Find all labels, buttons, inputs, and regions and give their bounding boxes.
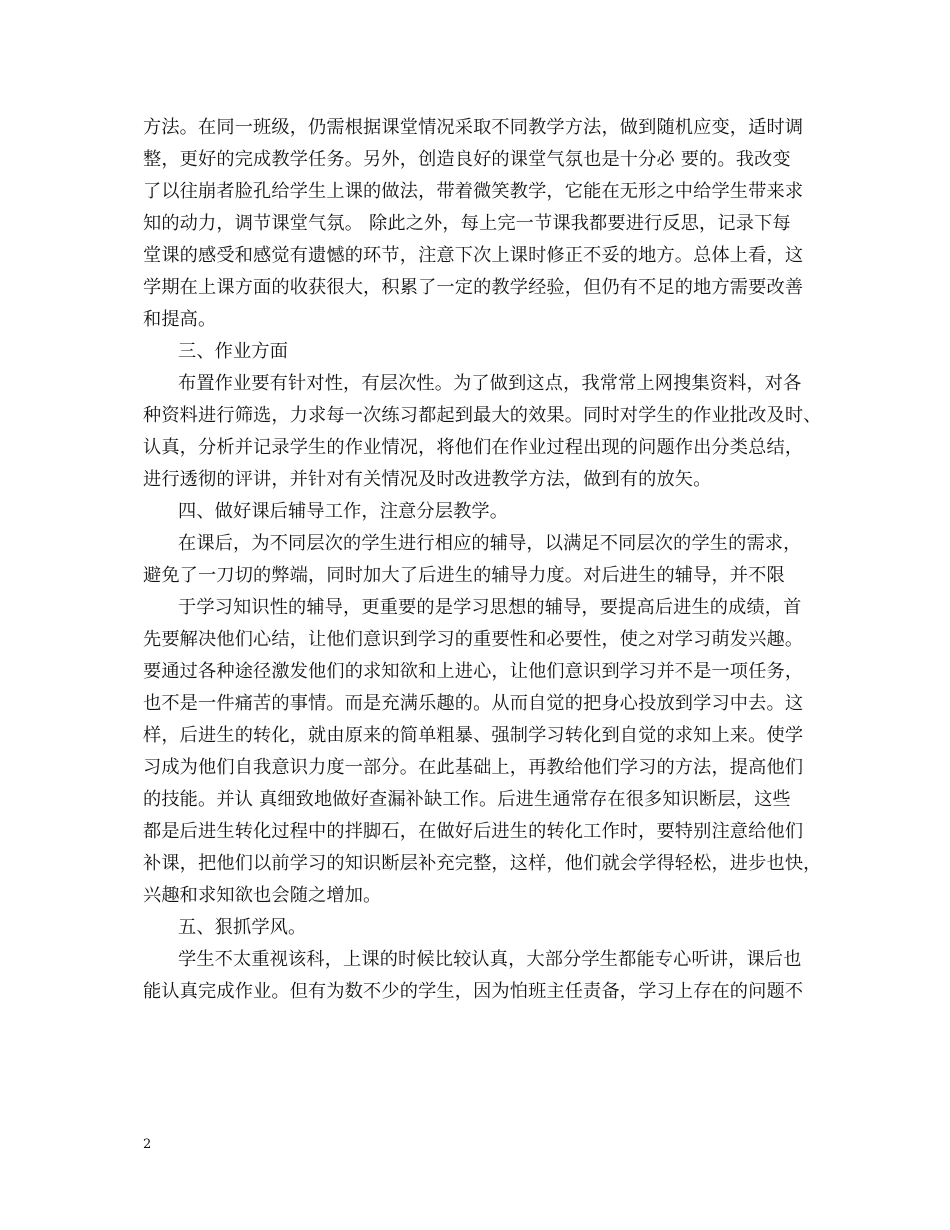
text-line: 方法。在同一班级，仍需根据课堂情况采取不同教学方法，做到随机应变，适时调	[143, 117, 804, 138]
text-line: 种资料进行筛选，力求每一次练习都起到最大的效果。同时对学生的作业批改及时、	[143, 405, 822, 426]
text-line: 知的动力，调节课堂气氛。 除此之外，每上完一节课我都要进行反思，记录下每	[143, 213, 791, 234]
text-line: 的技能。并认 真细致地做好查漏补缺工作。后进生通常存在很多知识断层，这些	[143, 789, 791, 810]
text-line: 认真，分析并记录学生的作业情况，将他们在作业过程出现的问题作出分类总结，	[143, 437, 804, 458]
text-line: 先要解决他们心结，让他们意识到学习的重要性和必要性，使之对学习萌发兴趣。	[143, 629, 804, 650]
text-line: 学生不太重视该科，上课的时候比较认真，大部分学生都能专心听讲，课后也	[178, 949, 802, 970]
text-line: 样，后进生的转化，就由原来的简单粗暴、强制学习转化到自觉的求知上来。使学	[143, 725, 804, 746]
page-number: 2	[143, 1137, 152, 1152]
text-line: 进行透彻的评讲，并针对有关情况及时改进教学方法，做到有的放矢。	[143, 469, 712, 490]
text-line: 要通过各种途径激发他们的求知欲和上进心，让他们意识到学习并不是一项任务，	[143, 661, 804, 682]
text-line: 于学习知识性的辅导，更重要的是学习思想的辅导，要提高后进生的成绩，首	[178, 597, 802, 618]
text-line: 学期在上课方面的收获很大，积累了一定的教学经验，但仍有不足的地方需要改善	[143, 277, 804, 298]
text-line: 都是后进生转化过程中的拌脚石，在做好后进生的转化工作时，要特别注意给他们	[143, 821, 804, 842]
text-line: 堂课的感受和感觉有遗憾的环节，注意下次上课时修正不妥的地方。总体上看，这	[143, 245, 804, 266]
section-heading: 四、做好课后辅导工作，注意分层教学。	[178, 501, 509, 522]
text-line: 也不是一件痛苦的事情。而是充满乐趣的。从而自觉的把身心投放到学习中去。这	[143, 693, 804, 714]
section-heading: 三、作业方面	[178, 341, 289, 362]
text-line: 在课后，为不同层次的学生进行相应的辅导，以满足不同层次的学生的需求，	[178, 533, 802, 554]
text-line: 避免了一刀切的弊端，同时加大了后进生的辅导力度。对后进生的辅导，并不限	[143, 565, 785, 586]
text-line: 能认真完成作业。但有为数不少的学生，因为怕班主任责备，学习上存在的问题不	[143, 981, 804, 1002]
text-line: 习成为他们自我意识力度一部分。在此基础上，再教给他们学习的方法，提高他们	[143, 757, 804, 778]
text-line: 布置作业要有针对性，有层次性。为了做到这点，我常常上网搜集资料，对各	[178, 373, 802, 394]
text-line: 了以往崩者脸孔给学生上课的做法，带着微笑教学，它能在无形之中给学生带来求	[143, 181, 804, 202]
text-line: 整，更好的完成教学任务。另外，创造良好的课堂气氛也是十分必 要的。我改变	[143, 149, 791, 170]
text-line: 和提高。	[143, 309, 217, 330]
text-line: 补课，把他们以前学习的知识断层补充完整，这样，他们就会学得轻松，进步也快，	[143, 853, 822, 874]
text-line: 兴趣和求知欲也会随之增加。	[143, 885, 382, 906]
section-heading: 五、狠抓学风。	[178, 917, 307, 938]
